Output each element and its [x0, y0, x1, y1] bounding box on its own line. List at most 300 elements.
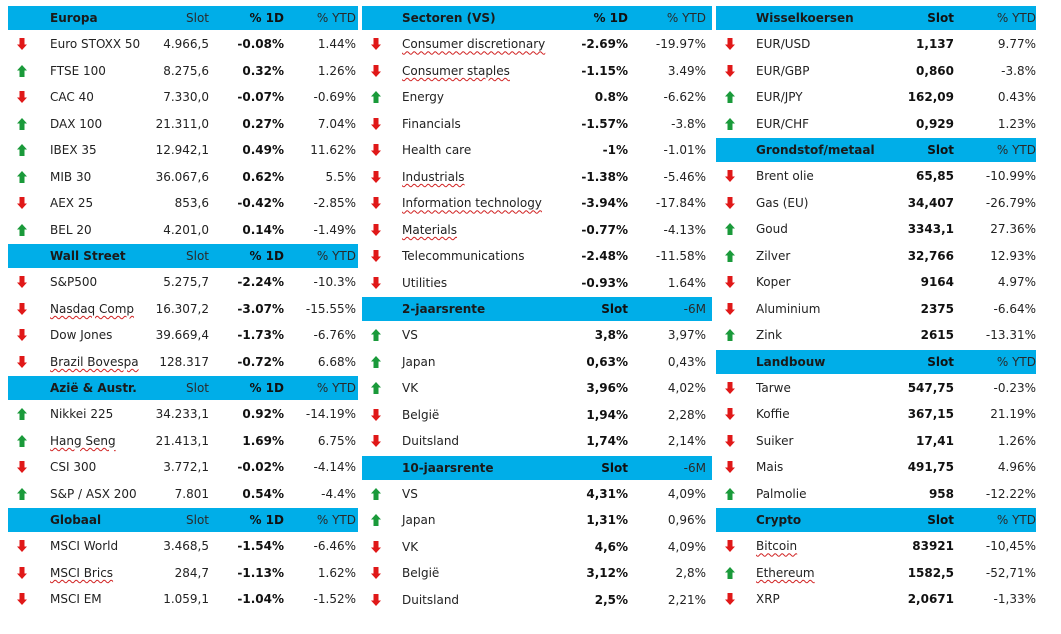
column-header-last: % YTD	[316, 513, 356, 527]
table-row	[716, 190, 1036, 217]
table-row	[716, 84, 1036, 111]
table-row	[362, 428, 712, 455]
arrow-down-icon	[362, 560, 402, 587]
arrow-down-icon	[362, 164, 402, 191]
arrow-up-icon	[8, 58, 48, 85]
table-row	[716, 375, 1036, 402]
row-label: Gas (EU)	[756, 195, 809, 210]
row-value-main: 2615	[920, 328, 954, 343]
row-label: Japan	[402, 513, 436, 528]
section-header	[8, 376, 358, 400]
column-header-slot: Slot	[186, 381, 209, 395]
table-row	[716, 428, 1036, 455]
row-value-main: 34,407	[907, 195, 954, 210]
table-row	[8, 217, 358, 244]
table-row	[362, 587, 712, 614]
row-value-change: -4.14%	[313, 460, 356, 475]
section-title: 2-jaarsrente	[402, 302, 486, 316]
row-value-slot: 36.067,6	[155, 169, 209, 184]
row-label: Mais	[756, 460, 784, 475]
table-row	[716, 243, 1036, 270]
arrow-up-icon	[362, 375, 402, 402]
table-row	[362, 349, 712, 376]
row-label: Euro STOXX 50	[50, 37, 141, 52]
arrow-up-icon	[716, 322, 756, 349]
column-sectors-rates	[362, 5, 712, 613]
row-value-main: -1.04%	[237, 592, 284, 607]
table-row	[362, 243, 712, 270]
row-label: Information technology	[402, 196, 542, 211]
section-title: Globaal	[50, 513, 102, 527]
row-label: VS	[402, 328, 418, 343]
row-value-change: -6.46%	[313, 539, 356, 554]
column-header-last: % YTD	[996, 354, 1036, 369]
row-value-slot: 128.317	[159, 354, 209, 369]
table-row	[8, 533, 358, 560]
row-label: VK	[402, 381, 419, 396]
row-value-main: 17,41	[916, 433, 954, 448]
column-header-last: % YTD	[996, 513, 1036, 527]
row-value-main: 0.49%	[242, 143, 284, 158]
row-value-change: -10.3%	[313, 275, 356, 290]
row-label: Koffie	[756, 407, 790, 422]
row-label: Zilver	[756, 248, 791, 263]
row-value-main: -1.73%	[237, 328, 284, 343]
table-row	[716, 31, 1036, 58]
section-title: Landbouw	[756, 354, 826, 369]
row-value-slot: 7.330,0	[163, 90, 209, 105]
section-title: Grondstof/metaal	[756, 143, 875, 157]
arrow-down-icon	[8, 269, 48, 296]
row-value-main: -0.02%	[237, 460, 284, 475]
row-value-main: -0.93%	[581, 275, 628, 290]
column-header-mid: % 1D	[593, 11, 628, 25]
row-value-main: -1.54%	[237, 539, 284, 554]
row-value-main: 547,75	[907, 380, 954, 395]
arrow-down-icon	[362, 58, 402, 85]
arrow-up-icon	[716, 84, 756, 111]
row-value-slot: 34.233,1	[155, 407, 209, 422]
arrow-down-icon	[716, 533, 756, 560]
row-label: BEL 20	[50, 222, 92, 237]
row-value-main: -1.57%	[581, 116, 628, 131]
row-label: Utilities	[402, 275, 448, 290]
arrow-down-icon	[8, 190, 48, 217]
arrow-up-icon	[362, 507, 402, 534]
column-header-last: % YTD	[996, 143, 1036, 157]
row-value-change: 1.23%	[997, 116, 1036, 131]
row-label: EUR/CHF	[756, 116, 810, 131]
row-label: EUR/GBP	[756, 63, 810, 78]
row-value-change: 4,09%	[667, 539, 706, 554]
row-value-change: 0,43%	[667, 354, 706, 369]
row-label: MSCI World	[50, 539, 119, 554]
arrow-down-icon	[362, 190, 402, 217]
row-label: Tarwe	[756, 380, 791, 395]
table-row	[716, 269, 1036, 296]
arrow-down-icon	[362, 587, 402, 614]
row-value-slot: 1.059,1	[163, 592, 209, 607]
row-label: IBEX 35	[50, 143, 97, 158]
table-row	[716, 296, 1036, 323]
row-label: Materials	[402, 222, 458, 237]
column-header-mid: % 1D	[249, 513, 284, 527]
table-row	[362, 137, 712, 164]
arrow-down-icon	[716, 586, 756, 613]
arrow-down-icon	[362, 402, 402, 429]
arrow-up-icon	[716, 481, 756, 508]
row-label: Nikkei 225	[50, 407, 114, 422]
table-row	[8, 31, 358, 58]
row-value-change: -19.97%	[655, 37, 706, 52]
row-value-change: 12.93%	[990, 248, 1036, 263]
row-value-main: 1.69%	[242, 433, 284, 448]
table-row	[716, 481, 1036, 508]
section-title: Sectoren (VS)	[402, 11, 496, 25]
row-value-change: 11.62%	[310, 143, 356, 158]
column-header-mid: Slot	[601, 460, 628, 475]
row-value-slot: 3.772,1	[163, 460, 209, 475]
row-value-main: 9164	[920, 275, 954, 290]
arrow-down-icon	[362, 111, 402, 138]
row-label: VK	[402, 539, 419, 554]
row-value-slot: 7.801	[174, 486, 209, 501]
row-value-slot: 21.311,0	[155, 116, 209, 131]
row-value-main: 3,96%	[586, 381, 628, 396]
row-value-change: 4,09%	[667, 486, 706, 501]
row-label: Energy	[402, 90, 445, 105]
row-value-main: 1,137	[916, 37, 954, 52]
arrow-down-icon	[716, 190, 756, 217]
table-row	[8, 481, 358, 508]
row-label: Suiker	[756, 433, 794, 448]
row-value-main: -0.07%	[237, 90, 284, 105]
column-header-last: % YTD	[316, 381, 356, 395]
table-row	[362, 534, 712, 561]
table-row	[362, 322, 712, 349]
table-row	[716, 111, 1036, 138]
row-value-change: 9.77%	[997, 37, 1036, 52]
arrow-up-icon	[8, 428, 48, 455]
row-value-change: -5.46%	[663, 169, 706, 184]
table-row	[8, 322, 358, 349]
row-value-main: 367,15	[907, 407, 954, 422]
table-row	[8, 401, 358, 428]
row-value-change: 4,02%	[667, 381, 706, 396]
row-value-slot: 39.669,4	[155, 328, 209, 343]
table-row	[8, 111, 358, 138]
arrow-down-icon	[8, 31, 48, 58]
arrow-down-icon	[716, 375, 756, 402]
table-row	[362, 560, 712, 587]
row-value-change: -4.13%	[663, 222, 706, 237]
row-value-slot: 5.275,7	[163, 275, 209, 290]
table-row	[8, 137, 358, 164]
row-value-change: 3.49%	[667, 63, 706, 78]
table-row	[362, 58, 712, 85]
row-value-change: -13.31%	[985, 328, 1036, 343]
row-value-slot: 16.307,2	[155, 301, 209, 316]
row-value-main: 1,94%	[586, 407, 628, 422]
row-value-change: 6.75%	[317, 433, 356, 448]
table-row	[716, 58, 1036, 85]
section-header	[716, 138, 1036, 162]
row-label: Health care	[402, 143, 472, 158]
row-value-main: -1.38%	[581, 169, 628, 184]
row-value-main: 4,31%	[586, 486, 628, 501]
row-label: MSCI EM	[50, 592, 102, 607]
arrow-down-icon	[716, 296, 756, 323]
arrow-down-icon	[716, 163, 756, 190]
row-value-main: 0,929	[916, 116, 954, 131]
row-value-slot: 3.468,5	[163, 539, 209, 554]
row-value-change: 1.26%	[997, 433, 1036, 448]
row-label: S&P500	[50, 275, 98, 290]
arrow-down-icon	[8, 586, 48, 613]
row-label: Goud	[756, 222, 788, 237]
section-title: 10-jaarsrente	[402, 460, 494, 475]
row-label: Duitsland	[402, 592, 460, 607]
table-row	[8, 190, 358, 217]
arrow-down-icon	[362, 243, 402, 270]
arrow-down-icon	[8, 454, 48, 481]
row-value-main: 0,63%	[586, 354, 628, 369]
row-value-change: -0.69%	[313, 90, 356, 105]
column-header-mid: Slot	[927, 143, 954, 157]
row-value-change: 21.19%	[990, 407, 1036, 422]
row-value-slot: 853,6	[174, 196, 209, 211]
arrow-up-icon	[8, 401, 48, 428]
row-value-main: -3.07%	[237, 301, 284, 316]
row-value-change: -26.79%	[985, 195, 1036, 210]
row-value-main: 32,766	[907, 248, 954, 263]
row-value-main: 491,75	[907, 460, 954, 475]
arrow-up-icon	[716, 560, 756, 587]
row-label: Zink	[756, 328, 783, 343]
table-row	[362, 270, 712, 297]
column-header-mid: % 1D	[249, 11, 284, 25]
row-value-main: -0.72%	[237, 354, 284, 369]
row-value-slot: 4.201,0	[163, 222, 209, 237]
row-value-main: 0,860	[916, 63, 954, 78]
row-value-main: 2,0671	[907, 592, 954, 607]
row-label: Industrials	[402, 169, 465, 184]
row-value-change: -10,45%	[985, 539, 1036, 554]
table-row	[362, 217, 712, 244]
row-value-main: -1%	[602, 143, 628, 158]
row-label: Brazil Bovespa	[50, 354, 139, 369]
row-label: Consumer staples	[402, 63, 510, 78]
row-value-main: -0.08%	[237, 37, 284, 52]
row-value-main: 2,5%	[594, 592, 628, 607]
row-value-change: -6.76%	[313, 328, 356, 343]
table-row	[8, 58, 358, 85]
table-row	[716, 586, 1036, 613]
section-header	[716, 350, 1036, 374]
row-value-change: -1,33%	[993, 592, 1036, 607]
row-value-main: 0.8%	[594, 90, 628, 105]
row-label: Consumer discretionary	[402, 37, 546, 52]
table-row	[716, 533, 1036, 560]
arrow-down-icon	[8, 84, 48, 111]
column-header-slot: Slot	[186, 513, 209, 527]
arrow-up-icon	[8, 137, 48, 164]
row-value-main: -0.77%	[581, 222, 628, 237]
row-value-change: -2.85%	[313, 196, 356, 211]
column-header-last: -6M	[683, 460, 706, 475]
row-label: Brent olie	[756, 169, 814, 184]
row-value-change: -17.84%	[655, 196, 706, 211]
section-header	[362, 6, 712, 30]
arrow-up-icon	[8, 111, 48, 138]
row-value-change: -1.52%	[313, 592, 356, 607]
column-header-mid: Slot	[927, 11, 954, 25]
row-value-change: 2,8%	[675, 566, 706, 581]
row-value-change: 3,97%	[667, 328, 706, 343]
row-value-change: 4.97%	[997, 275, 1036, 290]
column-header-last: % YTD	[316, 249, 356, 263]
row-value-main: 1,31%	[586, 513, 628, 528]
arrow-up-icon	[362, 84, 402, 111]
table-row	[362, 111, 712, 138]
row-value-main: 0.27%	[242, 116, 284, 131]
row-value-main: 65,85	[916, 169, 954, 184]
section-header	[362, 456, 712, 480]
row-value-main: 0.54%	[242, 486, 284, 501]
row-value-change: -1.49%	[313, 222, 356, 237]
column-header-mid: Slot	[927, 513, 954, 527]
row-value-main: -1.13%	[237, 565, 284, 580]
row-value-change: 7.04%	[317, 116, 356, 131]
row-label: België	[402, 407, 440, 422]
table-row	[8, 428, 358, 455]
column-header-mid: % 1D	[249, 381, 284, 395]
row-value-main: 3,8%	[594, 328, 628, 343]
row-value-main: -3.94%	[581, 196, 628, 211]
section-title: Crypto	[756, 513, 802, 527]
row-value-change: -10.99%	[985, 169, 1036, 184]
table-row	[362, 402, 712, 429]
table-row	[362, 84, 712, 111]
row-label: Aluminium	[756, 301, 821, 316]
row-value-slot: 8.275,6	[163, 63, 209, 78]
row-label: EUR/JPY	[756, 90, 803, 105]
row-value-main: -1.15%	[581, 63, 628, 78]
row-label: S&P / ASX 200	[50, 486, 137, 501]
row-value-main: 0.32%	[242, 63, 284, 78]
row-value-change: -3.8%	[671, 116, 706, 131]
column-header-mid: Slot	[927, 354, 954, 369]
arrow-down-icon	[716, 454, 756, 481]
arrow-down-icon	[716, 401, 756, 428]
arrow-down-icon	[8, 533, 48, 560]
arrow-up-icon	[362, 322, 402, 349]
row-value-change: 0,96%	[667, 513, 706, 528]
row-label: Bitcoin	[756, 539, 798, 554]
section-header	[8, 508, 358, 532]
row-value-change: -14.19%	[305, 407, 356, 422]
row-value-change: -15.55%	[305, 301, 356, 316]
row-value-main: -2.48%	[581, 249, 628, 264]
row-value-change: 4.96%	[997, 460, 1036, 475]
row-value-change: -1.01%	[663, 143, 706, 158]
table-row	[716, 454, 1036, 481]
arrow-down-icon	[362, 534, 402, 561]
row-label: Telecommunications	[402, 249, 525, 264]
arrow-down-icon	[8, 349, 48, 376]
arrow-down-icon	[8, 322, 48, 349]
table-row	[362, 481, 712, 508]
column-header-mid: % 1D	[249, 249, 284, 263]
row-value-change: -6.64%	[993, 301, 1036, 316]
table-row	[8, 164, 358, 191]
row-value-main: -2.24%	[237, 275, 284, 290]
arrow-down-icon	[362, 31, 402, 58]
row-label: EUR/USD	[756, 37, 811, 52]
row-value-change: 0.43%	[997, 90, 1036, 105]
row-value-change: 2,21%	[667, 592, 706, 607]
row-label: MSCI Brics	[50, 565, 114, 580]
row-value-main: 83921	[912, 539, 954, 554]
table-row	[362, 375, 712, 402]
row-value-change: 6.68%	[317, 354, 356, 369]
row-label: België	[402, 566, 440, 581]
arrow-up-icon	[8, 164, 48, 191]
row-value-change: -12.22%	[985, 486, 1036, 501]
row-value-change: -3.8%	[1001, 63, 1036, 78]
row-label: AEX 25	[50, 196, 94, 211]
table-row	[716, 216, 1036, 243]
table-row	[716, 401, 1036, 428]
column-header-last: % YTD	[996, 11, 1036, 25]
section-header	[716, 6, 1036, 30]
table-row	[362, 31, 712, 58]
row-label: DAX 100	[50, 116, 103, 131]
row-label: FTSE 100	[50, 63, 106, 78]
row-value-slot: 12.942,1	[155, 143, 209, 158]
row-value-change: -52,71%	[985, 565, 1036, 580]
arrow-down-icon	[716, 58, 756, 85]
row-value-main: 2375	[920, 301, 954, 316]
table-row	[362, 190, 712, 217]
row-value-main: 4,6%	[594, 539, 628, 554]
section-header	[716, 508, 1036, 532]
row-label: Palmolie	[756, 486, 807, 501]
table-row	[362, 507, 712, 534]
row-value-change: 2,14%	[667, 434, 706, 449]
table-row	[716, 560, 1036, 587]
arrow-down-icon	[362, 428, 402, 455]
column-header-last: % YTD	[666, 11, 706, 25]
row-value-main: 0.62%	[242, 169, 284, 184]
row-value-slot: 21.413,1	[155, 433, 209, 448]
table-row	[8, 84, 358, 111]
column-header-mid: Slot	[601, 302, 628, 316]
arrow-down-icon	[362, 137, 402, 164]
row-value-main: -0.42%	[237, 196, 284, 211]
row-label: VS	[402, 486, 418, 501]
arrow-down-icon	[362, 217, 402, 244]
row-value-change: 1.62%	[317, 565, 356, 580]
section-title: Wisselkoersen	[756, 11, 854, 25]
column-header-last: % YTD	[316, 11, 356, 25]
column-header-last: -6M	[683, 302, 706, 316]
row-value-main: 0.92%	[242, 407, 284, 422]
arrow-up-icon	[8, 481, 48, 508]
row-value-change: 2,28%	[667, 407, 706, 422]
column-indices	[8, 5, 358, 613]
row-label: Hang Seng	[50, 433, 116, 448]
